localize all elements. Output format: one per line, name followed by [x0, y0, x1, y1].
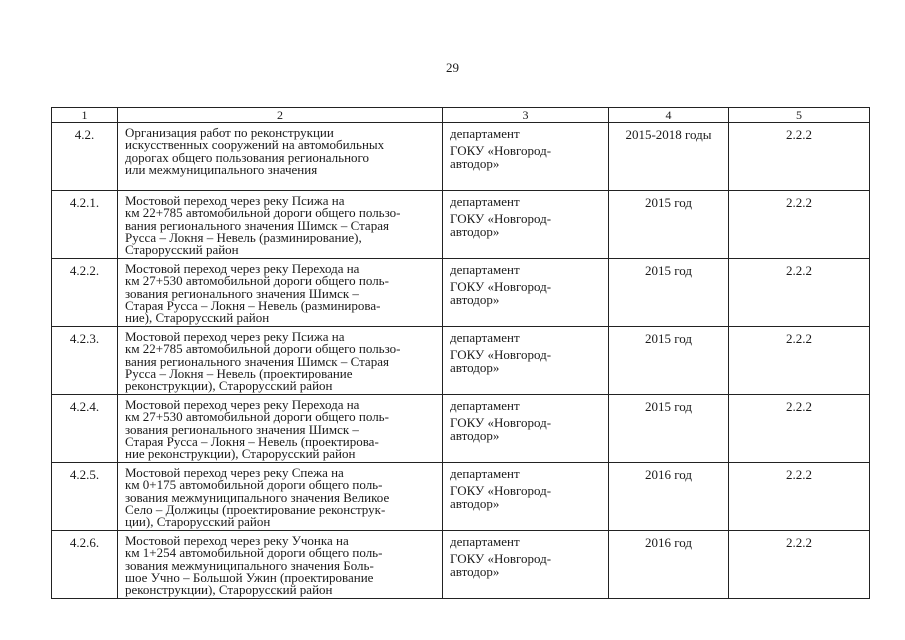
item-title-line: Русса – Локня – Невель (проектирование: [125, 365, 353, 381]
item-indicator: 2.2.2: [729, 327, 870, 395]
executor-organization-line: ГОКУ «Новгород-: [450, 347, 552, 362]
item-title-line: шое Учно – Большой Ужин (проектирование: [125, 569, 374, 585]
item-title-line: или межмуниципального значения: [125, 161, 318, 177]
table-row: [52, 395, 870, 463]
item-title-line: Организация работ по реконструкции: [125, 125, 334, 140]
item-title-line: зования регионального значения Шимск –: [125, 421, 359, 437]
item-title-line: км 27+530 автомобильной дороги общего поль-: [125, 409, 389, 425]
column-header-4: 4: [609, 108, 729, 123]
item-title-line: вания регионального значения Шимск – Старая: [125, 217, 389, 233]
item-title-line: Мостовой переход через реку Псижа на: [125, 193, 345, 208]
item-title-line: реконструкции), Старорусский район: [125, 582, 333, 598]
table-row: [52, 123, 870, 191]
executor-organization-line: ГОКУ «Новгород-: [450, 483, 552, 498]
executor-department: департамент: [450, 262, 520, 277]
item-title: [118, 191, 443, 259]
item-number: 4.2.6.: [52, 531, 118, 599]
item-number: 4.2.3.: [52, 327, 118, 395]
item-title-line: Мостовой переход через реку Учонка на: [125, 533, 349, 548]
item-number: 4.2.: [52, 123, 118, 191]
item-term: 2015-2018 годы: [609, 123, 729, 191]
page-number: 29: [446, 60, 459, 75]
executor-department: департамент: [450, 534, 520, 549]
item-title-line: Русса – Локня – Невель (разминирование),: [125, 229, 362, 245]
item-term: 2015 год: [609, 327, 729, 395]
executor-organization-line: ГОКУ «Новгород-: [450, 551, 552, 566]
item-title-line: Старорусский район: [125, 242, 239, 258]
item-term: 2015 год: [609, 191, 729, 259]
item-title: [118, 531, 443, 599]
item-title-line: км 1+254 автомобильной дороги общего поль-: [125, 545, 383, 561]
item-title: [118, 123, 443, 191]
item-indicator: 2.2.2: [729, 259, 870, 327]
executor-organization-line: автодор»: [450, 496, 500, 511]
item-title-line: Старая Русса – Локня – Невель (проектирова-: [125, 433, 379, 449]
executor-department: департамент: [450, 398, 520, 413]
item-executor: [443, 531, 609, 599]
item-number: 4.2.1.: [52, 191, 118, 259]
item-title-line: Старая Русса – Локня – Невель (разминирова-: [125, 297, 381, 313]
item-title-line: км 27+530 автомобильной дороги общего поль-: [125, 273, 389, 289]
column-number-row: [52, 108, 870, 123]
item-term: 2016 год: [609, 463, 729, 531]
column-header-3: 3: [443, 108, 609, 123]
item-title-line: ние), Старорусский район: [125, 310, 270, 326]
executor-organization-line: автодор»: [450, 156, 500, 171]
program-table: [51, 107, 870, 599]
item-title-line: реконструкции), Старорусский район: [125, 378, 333, 394]
item-title-line: км 0+175 автомобильной дороги общего поль-: [125, 477, 383, 493]
item-title-line: вания регионального значения Шимск – Старая: [125, 353, 389, 369]
item-number: 4.2.4.: [52, 395, 118, 463]
item-title-line: зования межмуниципального значения Великое: [125, 489, 390, 505]
column-header-5: 5: [729, 108, 870, 123]
executor-department: департамент: [450, 194, 520, 209]
executor-organization-line: ГОКУ «Новгород-: [450, 415, 552, 430]
executor-organization-line: ГОКУ «Новгород-: [450, 143, 552, 158]
item-executor: [443, 327, 609, 395]
item-executor: [443, 463, 609, 531]
table-row: [52, 191, 870, 259]
item-title-line: Село – Должицы (проектирование реконструк-: [125, 501, 386, 517]
item-title-line: Мостовой переход через реку Спежа на: [125, 465, 344, 480]
item-title-line: зования межмуниципального значения Боль-: [125, 557, 374, 573]
table-row: [52, 463, 870, 531]
executor-organization-line: ГОКУ «Новгород-: [450, 279, 552, 294]
item-title-line: км 22+785 автомобильной дороги общего пользо-: [125, 341, 401, 357]
executor-organization-line: автодор»: [450, 360, 500, 375]
executor-organization-line: автодор»: [450, 564, 500, 579]
executor-department: департамент: [450, 126, 520, 141]
item-title-line: ние реконструкции), Старорусский район: [125, 446, 356, 462]
item-title-line: Мостовой переход через реку Перехода на: [125, 397, 360, 412]
executor-organization-line: автодор»: [450, 224, 500, 239]
item-indicator: 2.2.2: [729, 191, 870, 259]
item-executor: [443, 191, 609, 259]
item-number: 4.2.2.: [52, 259, 118, 327]
item-title: [118, 395, 443, 463]
table-row: [52, 327, 870, 395]
item-term: 2015 год: [609, 259, 729, 327]
item-title: [118, 463, 443, 531]
item-title-line: Мостовой переход через реку Псижа на: [125, 329, 345, 344]
item-title-line: ции), Старорусский район: [125, 514, 271, 530]
item-indicator: 2.2.2: [729, 463, 870, 531]
executor-department: департамент: [450, 330, 520, 345]
item-indicator: 2.2.2: [729, 123, 870, 191]
executor-organization-line: ГОКУ «Новгород-: [450, 211, 552, 226]
table-row: [52, 531, 870, 599]
item-title-line: Мостовой переход через реку Перехода на: [125, 261, 360, 276]
executor-department: департамент: [450, 466, 520, 481]
item-term: 2016 год: [609, 531, 729, 599]
table-row: [52, 259, 870, 327]
item-title: [118, 259, 443, 327]
item-term: 2015 год: [609, 395, 729, 463]
executor-organization-line: автодор»: [450, 428, 500, 443]
item-title-line: дорогах общего пользования регионального: [125, 149, 370, 165]
column-header-1: 1: [52, 108, 118, 123]
item-number: 4.2.5.: [52, 463, 118, 531]
item-executor: [443, 259, 609, 327]
item-indicator: 2.2.2: [729, 531, 870, 599]
executor-organization-line: автодор»: [450, 292, 500, 307]
item-title: [118, 327, 443, 395]
item-title-line: км 22+785 автомобильной дороги общего пользо-: [125, 205, 401, 221]
item-title-line: искусственных сооружений на автомобильных: [125, 137, 385, 153]
item-executor: [443, 123, 609, 191]
item-title-line: зования регионального значения Шимск –: [125, 285, 359, 301]
item-indicator: 2.2.2: [729, 395, 870, 463]
item-executor: [443, 395, 609, 463]
column-header-2: 2: [118, 108, 443, 123]
